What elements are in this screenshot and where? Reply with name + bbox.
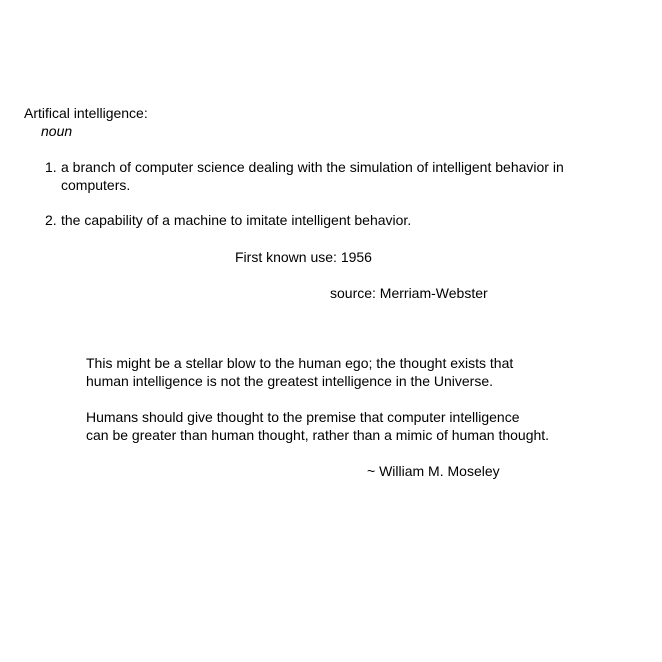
- quote-line: human intelligence is not the greatest intelligence in the Universe.: [86, 373, 494, 389]
- part-of-speech: noun: [41, 123, 73, 139]
- sense-text: a branch of computer science dealing with the simulation of intelligent behavior in: [61, 159, 564, 175]
- quote-line: can be greater than human thought, rather than a mimic of human thought.: [86, 427, 550, 443]
- source-citation: source: Merriam-Webster: [330, 285, 488, 301]
- first-known-use: First known use: 1956: [235, 249, 372, 265]
- sense-text: the capability of a machine to imitate intelligent behavior.: [61, 212, 412, 228]
- quote-line: This might be a stellar blow to the human ego; the thought exists that: [86, 355, 514, 371]
- quote-attribution: ~ William M. Moseley: [367, 463, 500, 479]
- sense-number: 1.: [45, 159, 57, 175]
- term-heading: Artifical intelligence:: [24, 105, 148, 121]
- quote-line: Humans should give thought to the premise that computer intelligence: [86, 409, 520, 425]
- sense-text: computers.: [61, 177, 131, 193]
- sense-number: 2.: [45, 212, 57, 228]
